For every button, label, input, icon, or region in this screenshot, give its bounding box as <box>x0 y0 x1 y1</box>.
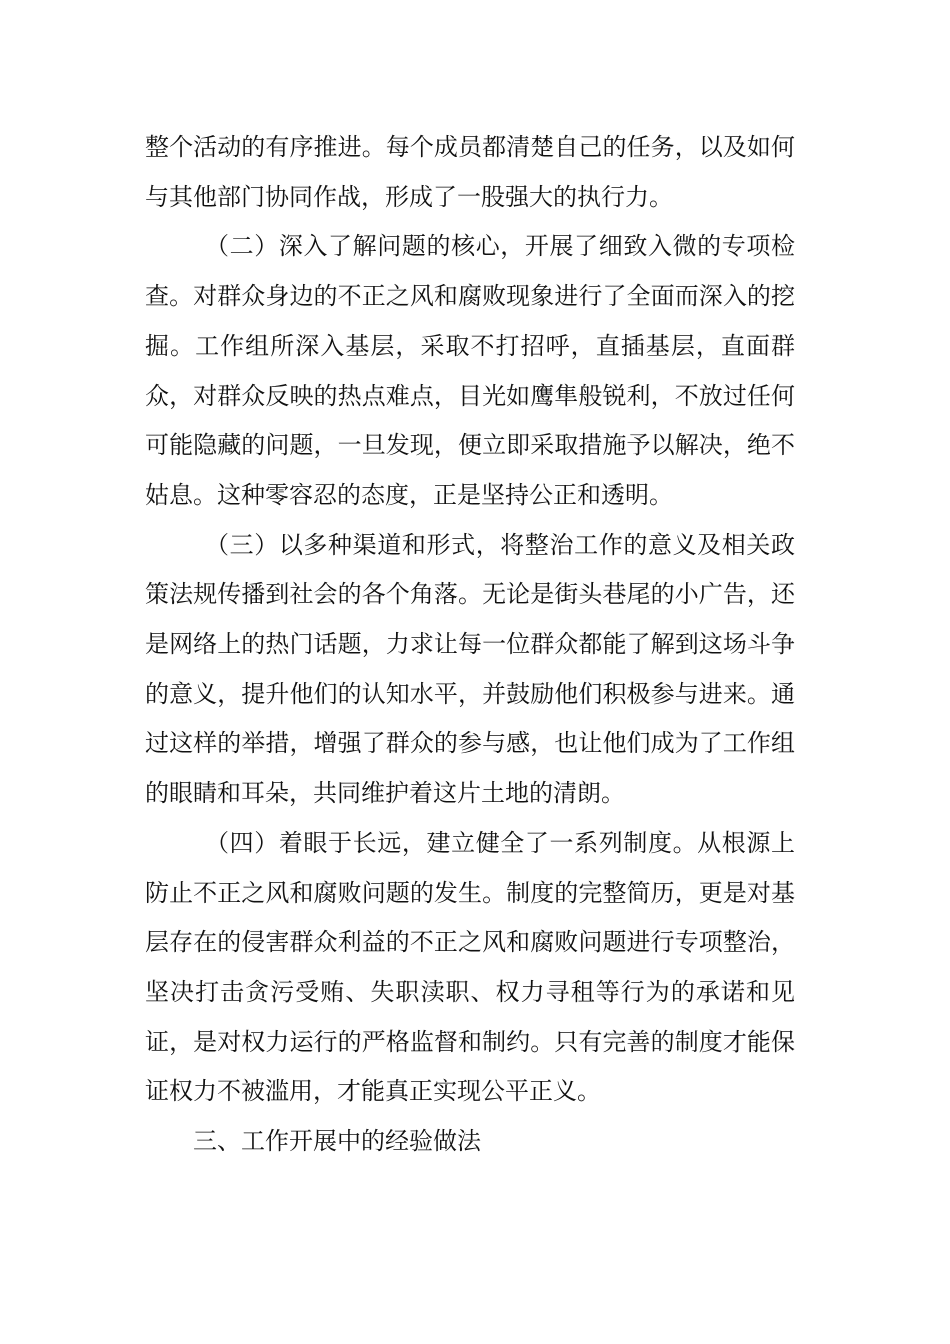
paragraph-item-4: （四）着眼于长远，建立健全了一系列制度。从根源上防止不正之风和腐败问题的发生。制度的完整简历，更是对基层存在的侵害群众利益的不正之风和腐败问题进行专项整治，坚决打击贪污受贿、失职渎职、权力寻租等行为的承诺和见证，是对权力运行的严格监督和制约。只有完善的制度才能保证权力不被滥用，才能真正实现公平正义。 <box>145 828 795 1106</box>
document-body <box>145 123 795 1167</box>
paragraph-continuation: 整个活动的有序推进。每个成员都清楚自己的任务，以及如何与其他部门协同作战，形成了一股强大的执行力。 <box>145 133 795 211</box>
paragraph-item-2: （二）深入了解问题的核心，开展了细致入微的专项检查。对群众身边的不正之风和腐败现象进行了全面而深入的挖掘。工作组所深入基层，采取不打招呼，直插基层，直面群众，对群众反映的热点难点，目光如鹰隼般锐利，不放过任何可能隐藏的问题，一旦发现，便立即采取措施予以解决，绝不姑息。这种零容忍的态度，正是坚持公正和透明。 <box>145 232 795 509</box>
section-heading: 三、工作开展中的经验做法 <box>193 1127 481 1156</box>
paragraph-item-3: （三）以多种渠道和形式，将整治工作的意义及相关政策法规传播到社会的各个角落。无论是街头巷尾的小广告，还是网络上的热门话题，力求让每一位群众都能了解到这场斗争的意义，提升他们的认知水平，并鼓励他们积极参与进来。通过这样的举措，增强了群众的参与感，也让他们成为了工作组的眼睛和耳朵，共同维护着这片土地的清朗。 <box>145 530 795 808</box>
